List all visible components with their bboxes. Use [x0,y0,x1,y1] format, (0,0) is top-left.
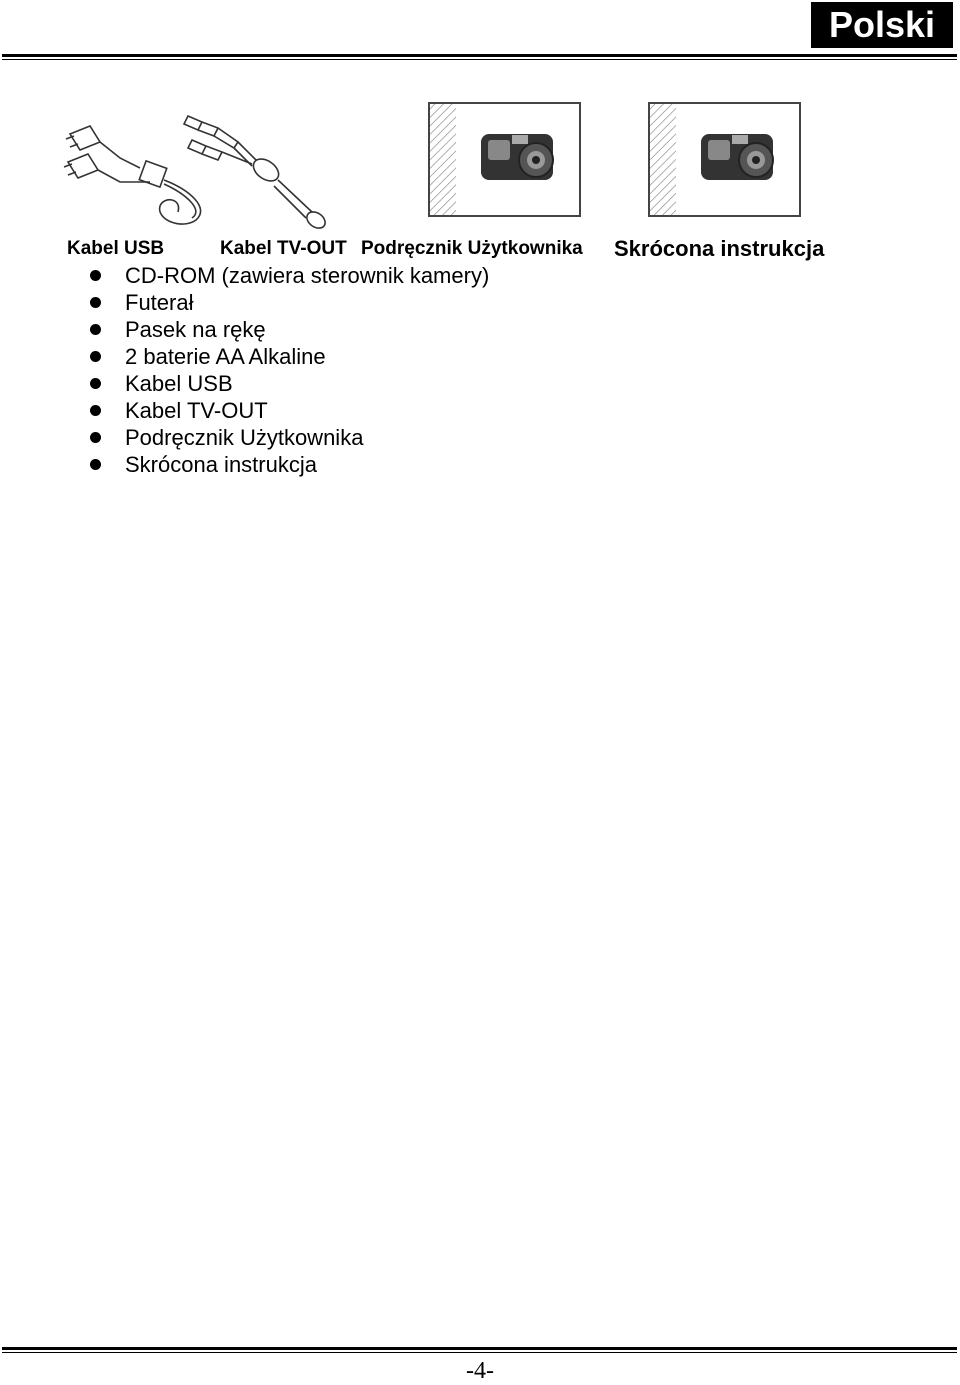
bullet-icon [90,351,101,362]
user-manual-illustration [428,102,582,219]
list-item [86,397,489,424]
list-item [86,289,489,316]
caption-usb-cable: Kabel USB [67,238,165,259]
caption-tvout-cable: Kabel TV-OUT [220,238,347,259]
list-item [86,451,489,478]
list-item-label: Podręcznik Użytkownika [125,425,364,450]
bullet-icon [90,405,101,416]
list-item [86,424,489,451]
list-item-label: Kabel TV-OUT [125,398,268,423]
list-item [86,370,489,397]
bullet-icon [90,459,101,470]
language-badge: Polski [811,2,953,48]
caption-quick-guide: Skrócona instrukcja [614,236,825,261]
list-item-label: Skrócona instrukcja [125,452,317,477]
list-item-label: Kabel USB [125,371,233,396]
list-item-label: CD-ROM (zawiera sterownik kamery) [125,263,490,288]
bullet-icon [90,324,101,335]
bullet-icon [90,432,101,443]
bullet-icon [90,297,101,308]
list-item-label: Futerał [125,290,194,315]
bullet-icon [90,378,101,389]
footer-rule [2,1347,957,1353]
quick-guide-illustration [648,102,802,219]
list-item-label: Pasek na rękę [125,317,266,342]
caption-user-manual: Podręcznik Użytkownika [361,238,583,259]
header-rule [2,54,957,60]
list-item [86,262,489,289]
list-item-label: 2 baterie AA Alkaline [125,344,326,369]
bullet-icon [90,270,101,281]
list-item [86,316,489,343]
package-contents-list [86,262,489,478]
tvout-cable-illustration [182,108,337,233]
list-item [86,343,489,370]
page-number: -4- [466,1358,494,1384]
